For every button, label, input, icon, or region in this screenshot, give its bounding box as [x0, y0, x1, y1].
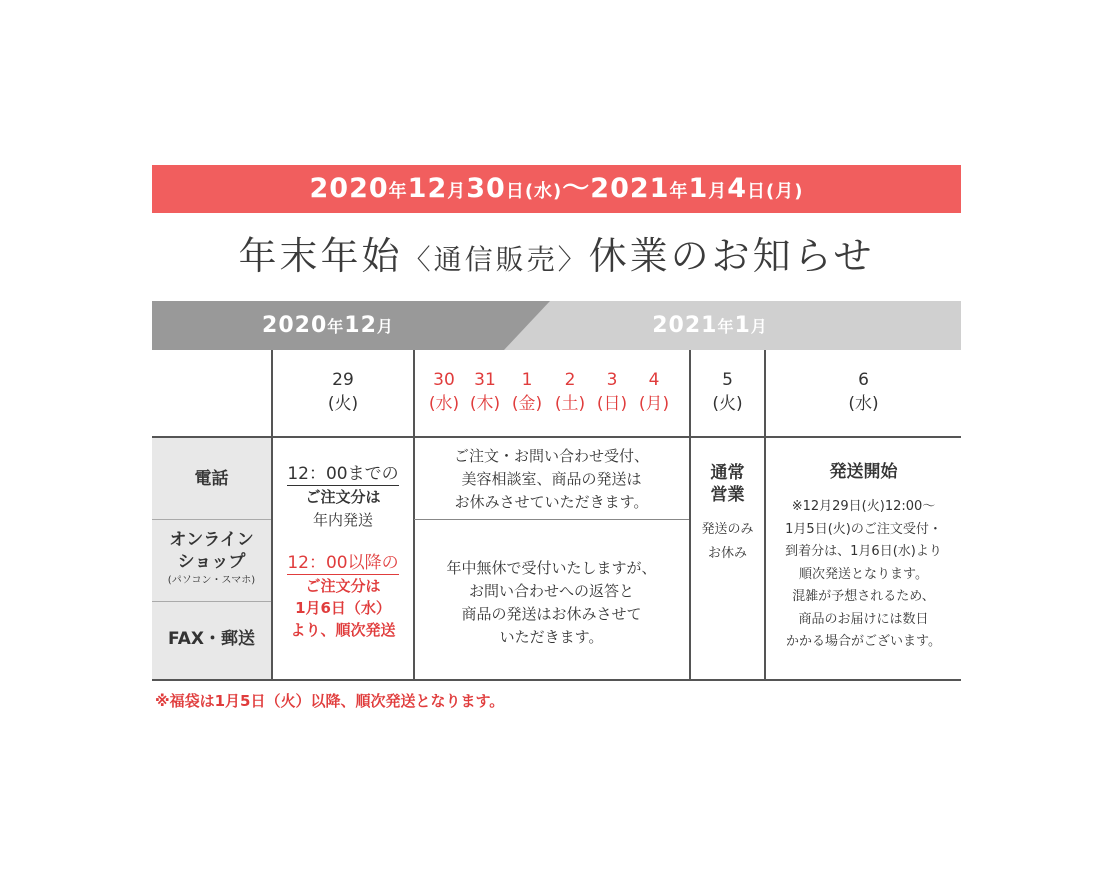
- row-divider: [152, 601, 271, 602]
- day-5: 5 (火): [712, 370, 743, 414]
- day-29: 29 (火): [327, 370, 359, 414]
- month-label-jan: 2021年1月: [652, 313, 768, 338]
- grid-line: [414, 519, 689, 520]
- col5-shipping-closed: 発送のみ お休み: [701, 522, 754, 561]
- grid-line: [152, 679, 961, 681]
- footnote: ※福袋は1月5日（火）以降、順次発送となります。: [155, 692, 505, 710]
- row-label-online-sub: (パソコン・スマホ): [167, 575, 256, 586]
- day-4: 4 (月): [638, 370, 670, 414]
- col6-note: ※12月29日(火)12:00〜 1月5日(火)のご注文受付・ 到着分は、1月6日(水)より 順次発送となります。 混雑が予想されるため、 商品のお届けには数日 かかる場合がございます。: [785, 499, 942, 649]
- col29-after-noon: 12：00以降の ご注文分は 1月6日（水） より、順次発送: [287, 553, 399, 639]
- holiday-online-note: 年中無休で受付いたしますが、 お問い合わせへの返答と 商品の発送はお休みさせて いただきます。: [446, 559, 657, 646]
- row-label-fax: FAX・郵送: [168, 629, 255, 649]
- page-title: 年末年始〈通信販売〉休業のお知らせ: [238, 234, 875, 278]
- day-3: 3 (日): [596, 370, 628, 414]
- month-header-divider: [504, 301, 550, 350]
- grid-line: [152, 436, 961, 438]
- day-2: 2 (土): [554, 370, 586, 414]
- day-6: 6 (水): [848, 370, 879, 414]
- col5-normal-business: 通常 営業: [710, 463, 745, 505]
- row-divider: [152, 519, 271, 520]
- col29-before-noon: 12：00までの ご注文分は 年内発送: [287, 464, 399, 529]
- row-label-phone: 電話: [194, 469, 229, 489]
- col6-shipping-start: 発送開始: [829, 462, 898, 482]
- day-31: 31 (木): [469, 370, 501, 414]
- day-1: 1 (金): [511, 370, 543, 414]
- row-label-online: オンライン ショップ (パソコン・スマホ): [152, 529, 271, 589]
- month-label-dec: 2020年12月: [262, 313, 394, 338]
- day-30: 30 (水): [428, 370, 460, 414]
- date-range-banner: 2020年12月30日(水)〜2021年1月4日(月): [152, 165, 961, 213]
- holiday-phone-note: ご注文・お問い合わせ受付、 美容相談室、商品の発送は お休みさせていただきます。: [453, 447, 649, 511]
